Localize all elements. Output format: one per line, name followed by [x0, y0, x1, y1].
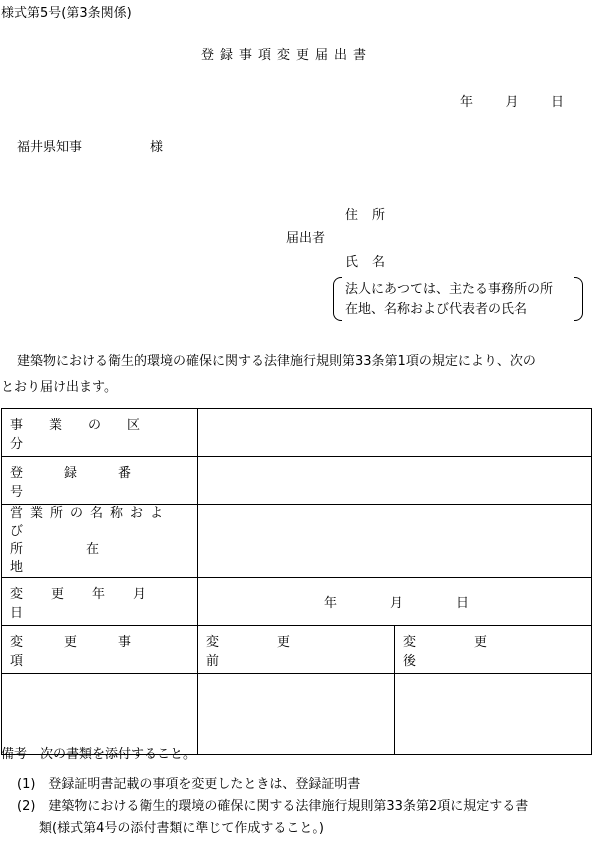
corporate-note	[345, 280, 553, 320]
change-items-chars: 変更事項	[10, 634, 173, 669]
row-registration-number	[2, 457, 592, 505]
date-year-label: 年	[460, 95, 474, 110]
business-category-label	[2, 409, 198, 457]
notifier-label: 届出者	[286, 231, 326, 246]
office-name-field[interactable]	[198, 505, 592, 578]
notes-item2-line1: (2) 建築物における衛生的環境の確保に関する法律施行規則第33条第2項に規定する書	[17, 799, 529, 814]
address-label	[345, 204, 400, 223]
name-label	[345, 251, 399, 270]
change-date-chars: 変更年月日	[10, 586, 175, 621]
change-date-field[interactable]	[198, 578, 592, 626]
row-change-date	[2, 578, 592, 626]
change-date-year: 年	[324, 595, 338, 611]
corporate-note-line2: 在地、名称および代表者の氏名	[345, 302, 528, 317]
business-category-field[interactable]	[198, 409, 592, 457]
before-change-field[interactable]	[198, 674, 395, 755]
change-date-label	[2, 578, 198, 626]
registration-number-label	[2, 457, 198, 505]
addressee-name: 福井県知事	[17, 140, 83, 155]
row-change-details	[2, 674, 592, 755]
row-office-name	[2, 505, 592, 578]
page-title: 登録事項変更届出書	[201, 48, 373, 63]
body-text-line2: とおり届け出ます。	[1, 380, 117, 395]
corporate-note-line1: 法人にあつては、主たる事務所の所	[345, 282, 554, 297]
notes-item1: (1) 登録証明書記載の事項を変更したときは、登録証明書	[17, 777, 361, 792]
change-items-field[interactable]	[2, 674, 198, 755]
notes-item2-line2: 類(様式第4号の添付書類に準じて作成すること。)	[39, 821, 324, 836]
after-change-chars: 変更後	[403, 634, 546, 669]
business-category-text	[10, 414, 189, 452]
change-items-label	[2, 626, 198, 674]
address-label-text	[345, 204, 400, 223]
office-name-line1: 営業所の名称および	[10, 506, 171, 539]
business-category-chars: 事業の区分	[10, 417, 167, 452]
submission-date	[460, 91, 564, 110]
name-label-chars: 氏名	[345, 255, 400, 270]
corporate-note-bracket	[333, 277, 583, 321]
change-date-values	[206, 592, 583, 612]
registration-number-field[interactable]	[198, 457, 592, 505]
change-date-month: 月	[390, 595, 404, 611]
row-change-items-header	[2, 626, 592, 674]
row-business-category	[2, 409, 592, 457]
date-month-label: 月	[505, 95, 519, 110]
date-day-label: 日	[550, 95, 564, 110]
addressee-honorific: 様	[150, 140, 164, 155]
before-change-header	[198, 626, 395, 674]
registration-number-chars: 登録番号	[10, 465, 173, 500]
office-name-label	[2, 505, 198, 578]
body-text-line1: 建築物における衛生的環境の確保に関する法律施行規則第33条第1項の規定により、次の	[17, 354, 536, 369]
form-number: 様式第5号(第3条関係)	[1, 6, 132, 21]
left-bracket	[333, 277, 342, 321]
notes-heading: 備考 次の書類を添付すること。	[1, 747, 197, 762]
after-change-field[interactable]	[395, 674, 592, 755]
notes	[1, 744, 528, 840]
after-change-header	[395, 626, 592, 674]
change-notification-table	[1, 408, 592, 755]
address-label-chars: 住所	[345, 208, 400, 223]
change-date-day: 日	[456, 595, 470, 611]
before-change-chars: 変更前	[206, 634, 349, 669]
right-bracket	[574, 277, 583, 321]
office-name-line2: 所在地	[10, 542, 163, 575]
